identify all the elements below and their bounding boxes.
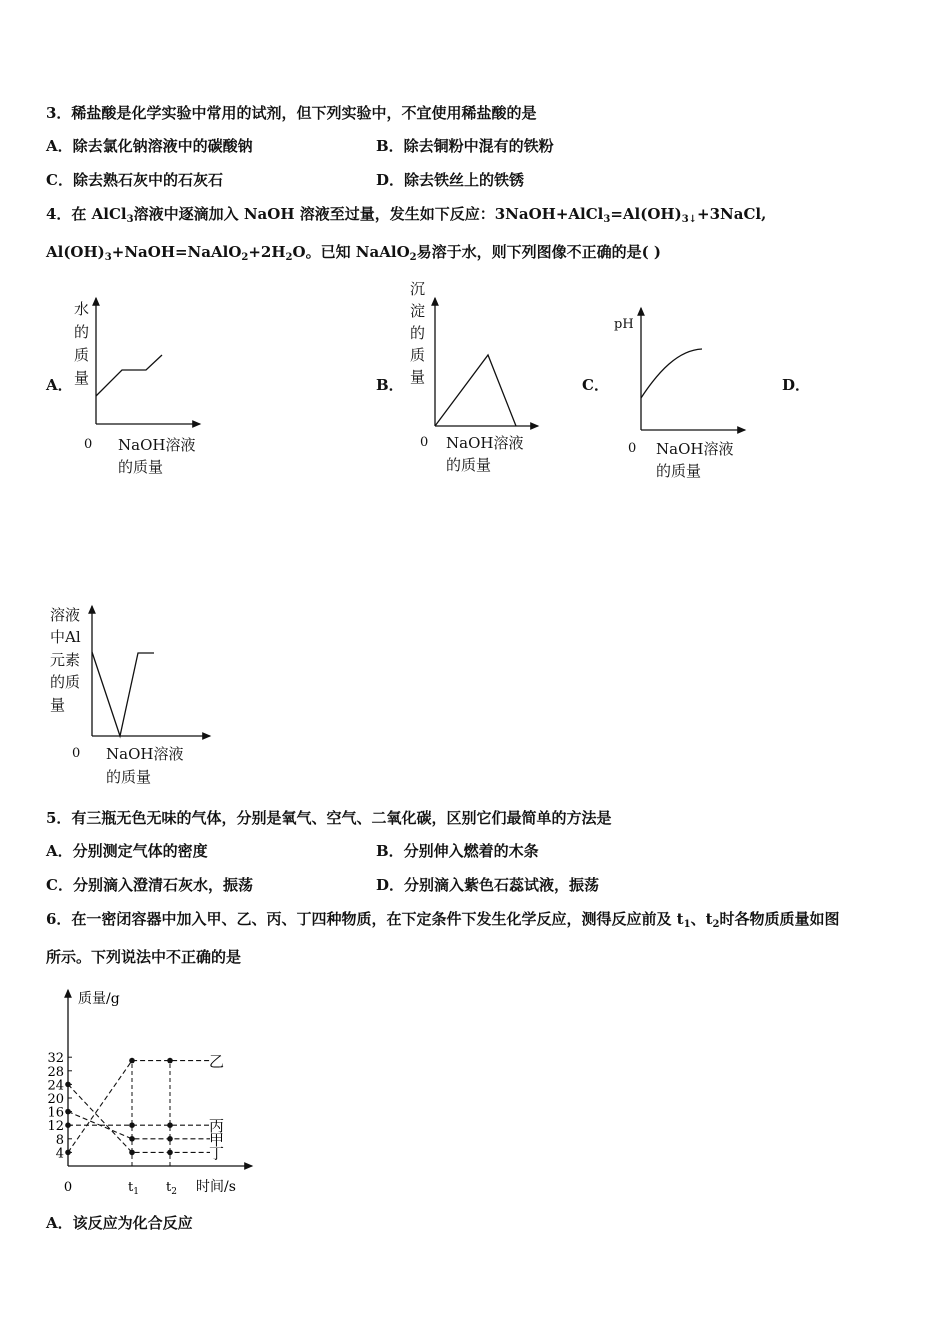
graph-c-xlabel: NaOH溶液 [656,440,734,458]
y-tick-label: 20 [47,1092,64,1107]
series-label-甲: 甲 [209,1130,225,1149]
graph-c-origin: 0 [628,441,637,456]
graph-a-xlabel: NaOH溶液 [118,436,196,454]
graph-a-ylabel-char: 质 [74,346,90,364]
series-label-丁: 丁 [209,1144,225,1163]
q3-option-a[interactable]: A．除去氯化钠溶液中的碳酸钠 [46,137,253,155]
graph-d-xlabel: 的质量 [106,768,152,786]
graph-d-origin: 0 [72,746,81,761]
data-point-甲 [129,1136,135,1142]
graph-a-ylabel-char: 的 [74,323,90,341]
graph-c-xlabel: 的质量 [656,462,702,480]
graph-b-xlabel: NaOH溶液 [446,434,524,452]
q4-option-d-label[interactable]: D． [782,376,811,394]
x-tick-label-0: 0 [63,1180,73,1195]
x-tick-label-t2: $t_2$ [166,1180,177,1197]
q5-option-b[interactable]: B．分别伸入燃着的木条 [376,842,539,860]
x-tick-label-t1: $t_1$ [128,1180,139,1197]
data-point-丙 [167,1122,173,1128]
q5-stem: 5．有三瓶无色无味的气体，分别是氧气、空气、二氧化碳，区别它们最简单的方法是 [46,809,612,827]
q5-option-d[interactable]: D．分别滴入紫色石蕊试液，振荡 [376,876,600,894]
graph-d-ylabel-line: 中Al [50,628,81,646]
data-point-丁 [65,1082,71,1088]
graph-b-ylabel-char: 淀 [410,302,426,320]
graph-b-ylabel-char: 质 [410,346,426,364]
graph-c-ylabel: pH [614,317,634,332]
x-axis-title: 时间/s [196,1179,236,1195]
graph-d-xlabel: NaOH溶液 [106,745,184,763]
q4-stem-line2: $Al(OH)_3+NaOH=NaAlO_2+2H_2O$。已知 NaAlO$_2$易溶于水，则下列图像不正确的是( ) [46,243,662,263]
data-point-丙 [65,1122,71,1128]
graph-b-origin: 0 [420,435,429,450]
series-label-乙: 乙 [209,1052,225,1071]
q6-stem-line2: 所示。下列说法中不正确的是 [46,948,242,966]
data-point-乙 [129,1058,135,1064]
q5-option-c[interactable]: C．分别滴入澄清石灰水，振荡 [46,876,253,894]
graph-d-ylabel-line: 元素 [50,651,81,669]
q6-stem-line1: 6．在一密闭容器中加入甲、乙、丙、丁四种物质，在下定条件下发生化学反应，测得反应前及 $t_1$、$t_2$时各物质质量如图 [46,910,840,930]
q4-stem-line1: 4．在 AlCl$_3$溶液中逐滴加入 NaOH 溶液至过量，发生如下反应：$3NaOH+AlCl_3=Al(OH)_{3↓}+3NaCl$, [46,205,767,225]
q3-option-c[interactable]: C．除去熟石灰中的石灰石 [46,171,223,189]
graph-a-xlabel: 的质量 [118,458,164,476]
series-line-丁 [68,1084,210,1152]
y-tick-label: 16 [47,1105,64,1121]
graph-b-ylabel-char: 的 [410,324,426,342]
data-point-甲 [167,1136,173,1142]
q4-option-a-label[interactable]: A． [46,376,73,394]
y-tick-label: 28 [47,1064,64,1080]
graph-b-ylabel-char: 量 [410,368,426,386]
data-point-乙 [65,1150,71,1156]
y-tick-label: 24 [47,1078,64,1094]
y-tick-label: 12 [47,1119,64,1135]
data-point-丁 [129,1150,135,1156]
graph-a-ylabel-char: 水 [74,300,90,318]
series-label-丙: 丙 [209,1117,225,1136]
graph-d-ylabel-line: 量 [50,696,66,714]
y-tick-label: 32 [47,1051,64,1067]
data-point-丁 [167,1150,173,1156]
q5-option-a[interactable]: A．分别测定气体的密度 [46,842,208,860]
q4-option-c-label[interactable]: C． [582,376,609,394]
q6-option-a[interactable]: A．该反应为化合反应 [46,1214,193,1232]
graph-d-ylabel-line: 的质 [50,673,81,691]
data-point-丙 [129,1122,135,1128]
graph-a-ylabel-char: 量 [74,369,90,387]
q3-stem: 3．稀盐酸是化学实验中常用的试剂，但下列实验中，不宜使用稀盐酸的是 [46,104,537,122]
y-tick-label: 8 [55,1132,64,1148]
q3-option-b[interactable]: B．除去铜粉中混有的铁粉 [376,137,554,155]
graph-a-origin: 0 [84,437,93,452]
q3-option-d[interactable]: D．除去铁丝上的铁锈 [376,171,525,189]
data-point-甲 [65,1109,71,1115]
y-axis-title: 质量/g [78,991,120,1007]
data-point-乙 [167,1058,173,1064]
graph-b-xlabel: 的质量 [446,456,492,474]
graph-d-ylabel-line: 溶液 [50,606,81,624]
y-tick-label: 4 [55,1146,64,1162]
q4-option-b-label[interactable]: B． [376,376,404,394]
graph-b-ylabel-char: 沉 [410,280,426,298]
